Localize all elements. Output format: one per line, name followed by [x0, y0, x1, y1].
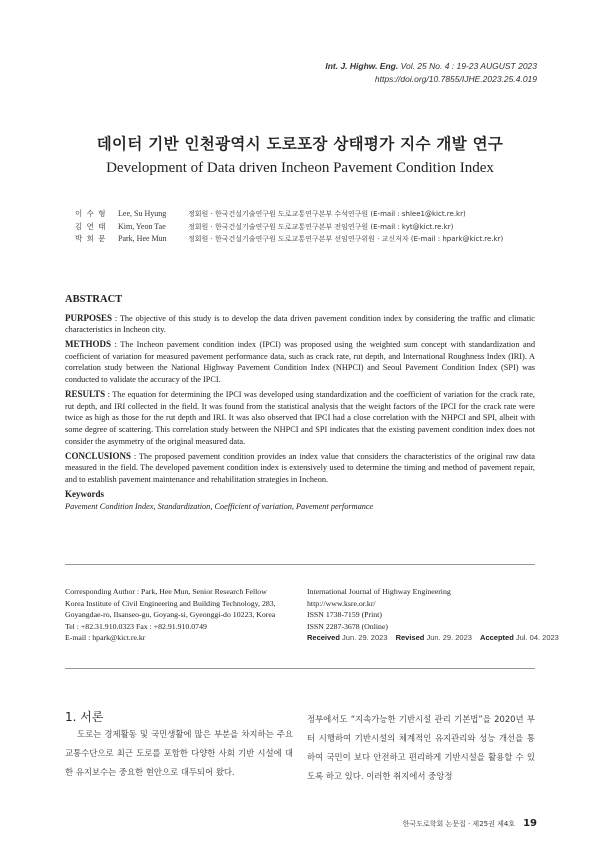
abstract-results	[65, 389, 535, 447]
author-row	[75, 208, 503, 221]
author-name-en: Park, Hee Mun	[118, 234, 167, 243]
body-text-left: 도로는 경제활동 및 국민생활에 많은 부분을 차지하는 주요 교통수단으로 최근 도로를 포함한 다양한 사회 기반 시설에 대한 유지보수는 중요한 현안으로 대두되어 왔다.	[65, 729, 293, 777]
pub-issn-online: ISSN 2287-3678 (Online)	[307, 621, 388, 631]
author-affiliation: 정회원 · 한국건설기술연구원 도로교통연구본부 수석연구원 (E-mail : shlee1@kict.re.kr)	[188, 210, 466, 218]
corr-line: Tel : +82.31.910.0323 Fax : +82.91.910.0749	[65, 621, 207, 631]
abstract-heading: ABSTRACT	[65, 294, 123, 305]
conclusions-text: : The proposed pavement condition provides an index value that considers the characteristics of the original raw data measured in the field. The developed pavement condition index is extensively used to determine the timing and method of pavement repair, and to establish pavement maintenance and rehabilitation strategies in Incheon.	[65, 451, 535, 484]
author-list	[75, 208, 503, 246]
pub-journal: International Journal of Highway Engineering	[307, 587, 451, 596]
author-name-en: Lee, Su Hyung	[118, 209, 167, 218]
keywords-text: Pavement Condition Index, Standardization, Coefficient of variation, Pavement performance	[65, 501, 374, 511]
page-footer	[403, 818, 537, 829]
accepted-label: Accepted	[480, 633, 514, 642]
keywords-heading: Keywords	[65, 488, 104, 499]
section-title: 1. 서론	[65, 710, 104, 724]
author-row	[75, 221, 503, 234]
purposes-text: : The objective of this study is to develop the data driven pavement condition index by considering the traffic and climatic characteristics in Incheon city.	[65, 313, 535, 335]
divider	[65, 668, 535, 669]
page-number: 19	[523, 818, 537, 829]
author-name-ko: 이 수 형	[75, 209, 107, 218]
journal-name: Int. J. Highw. Eng.	[325, 61, 399, 71]
journal-info	[325, 60, 537, 86]
pub-url[interactable]: http://www.ksre.or.kr/	[307, 598, 376, 608]
abstract-methods	[65, 339, 535, 385]
results-text: : The equation for determining the IPCI was developed using standardization and the coefficient of variation for the crack rate, rut depth, and IRI collected in the field. It was found from the statistical analysis that the weight factors of the IPCI for the crack rate were twice as high as those for the rut depth and IRI. It was also observed that IPCI had a close correlation with the NHPCI and SPI, albeit with some degree of scattering. This correlation study between the NHPCI and SPI indicates that the existing pavement condition index does not consider the asymmetry of the original measured data.	[65, 390, 535, 446]
divider	[65, 564, 535, 565]
footer-journal: 한국도로학회 논문집 · 제25권 제4호	[402, 820, 516, 828]
journal-doi[interactable]: https://doi.org/10.7855/IJHE.2023.25.4.019	[374, 74, 537, 84]
author-affiliation: 정회원 · 한국건설기술연구원 도로교통연구본부 전임연구원 (E-mail : kyt@kict.re.kr)	[188, 222, 454, 231]
conclusions-label: CONCLUSIONS	[65, 450, 132, 461]
accepted-date: Jul. 04. 2023	[515, 633, 559, 642]
purposes-label: PURPOSES	[65, 312, 113, 323]
pub-dates	[307, 632, 559, 644]
results-label: RESULTS	[65, 389, 106, 400]
methods-label: METHODS	[65, 339, 112, 350]
corresponding-author-block	[65, 586, 295, 644]
author-name-ko: 박 희 문	[75, 234, 107, 243]
abstract-conclusions	[65, 451, 535, 486]
author-row	[75, 233, 503, 246]
revised-date: Jun. 29. 2023	[426, 633, 472, 642]
title-english: Development of Data driven Incheon Pavement Condition Index	[106, 160, 494, 176]
abstract-purposes	[65, 313, 535, 336]
abstract-section	[65, 294, 535, 512]
publication-info-block	[307, 586, 559, 644]
revised-label: Revised	[395, 633, 425, 642]
corr-line: Korea Institute of Civil Engineering and Building Technology, 283,	[65, 598, 276, 608]
methods-text: : The Incheon pavement condition index (IPCI) was proposed using the weighted sum concept with standardization and coefficient of variation for measured pavement performance data, such as crack rate, rut depth, and International Roughness Index (IRI). A correlation study between the National Highway Pavement Condition Index (NHPCI) and Seoul Pavement Condition Index (SPI) was conducted to validate the accuracy of the IPCI.	[65, 340, 535, 385]
corr-line: Corresponding Author : Park, Hee Mun, Senior Research Fellow	[65, 587, 267, 596]
title-korean: 데이터 기반 인천광역시 도로포장 상태평가 지수 개발 연구	[96, 135, 504, 153]
pub-issn-print: ISSN 1738-7159 (Print)	[307, 610, 382, 619]
author-affiliation: 정회원 · 한국건설기술연구원 도로교통연구본부 선임연구위원 · 교신저자 (E-mail : hpark@kict.re.kr)	[188, 235, 504, 243]
corr-line: Goyangdae-ro, Ilsanseo-gu, Goyang-si, Gyeonggi-do 10223, Korea	[65, 610, 276, 619]
corr-email[interactable]: E-mail : hpark@kict.re.kr	[65, 633, 146, 642]
author-name-en: Kim, Yeon Tae	[118, 221, 166, 231]
author-name-ko: 김 연 태	[75, 221, 107, 231]
received-date: Jun. 29. 2023	[342, 633, 388, 642]
received-label: Received	[307, 633, 340, 642]
body-text-right: 정부에서도 “지속가능한 기반시설 관리 기본법”을 2020년 부터 시행하여 기반시설의 체계적인 유지관리와 성능 개선을 통하여 국민이 보다 안전하고 편리하게 기반시설을 활용할 수 있도록 하고 있다. 이러한 취지에서 중앙정	[307, 714, 535, 781]
journal-issue: Vol. 25 No. 4 : 19-23 AUGUST 2023	[400, 61, 537, 71]
